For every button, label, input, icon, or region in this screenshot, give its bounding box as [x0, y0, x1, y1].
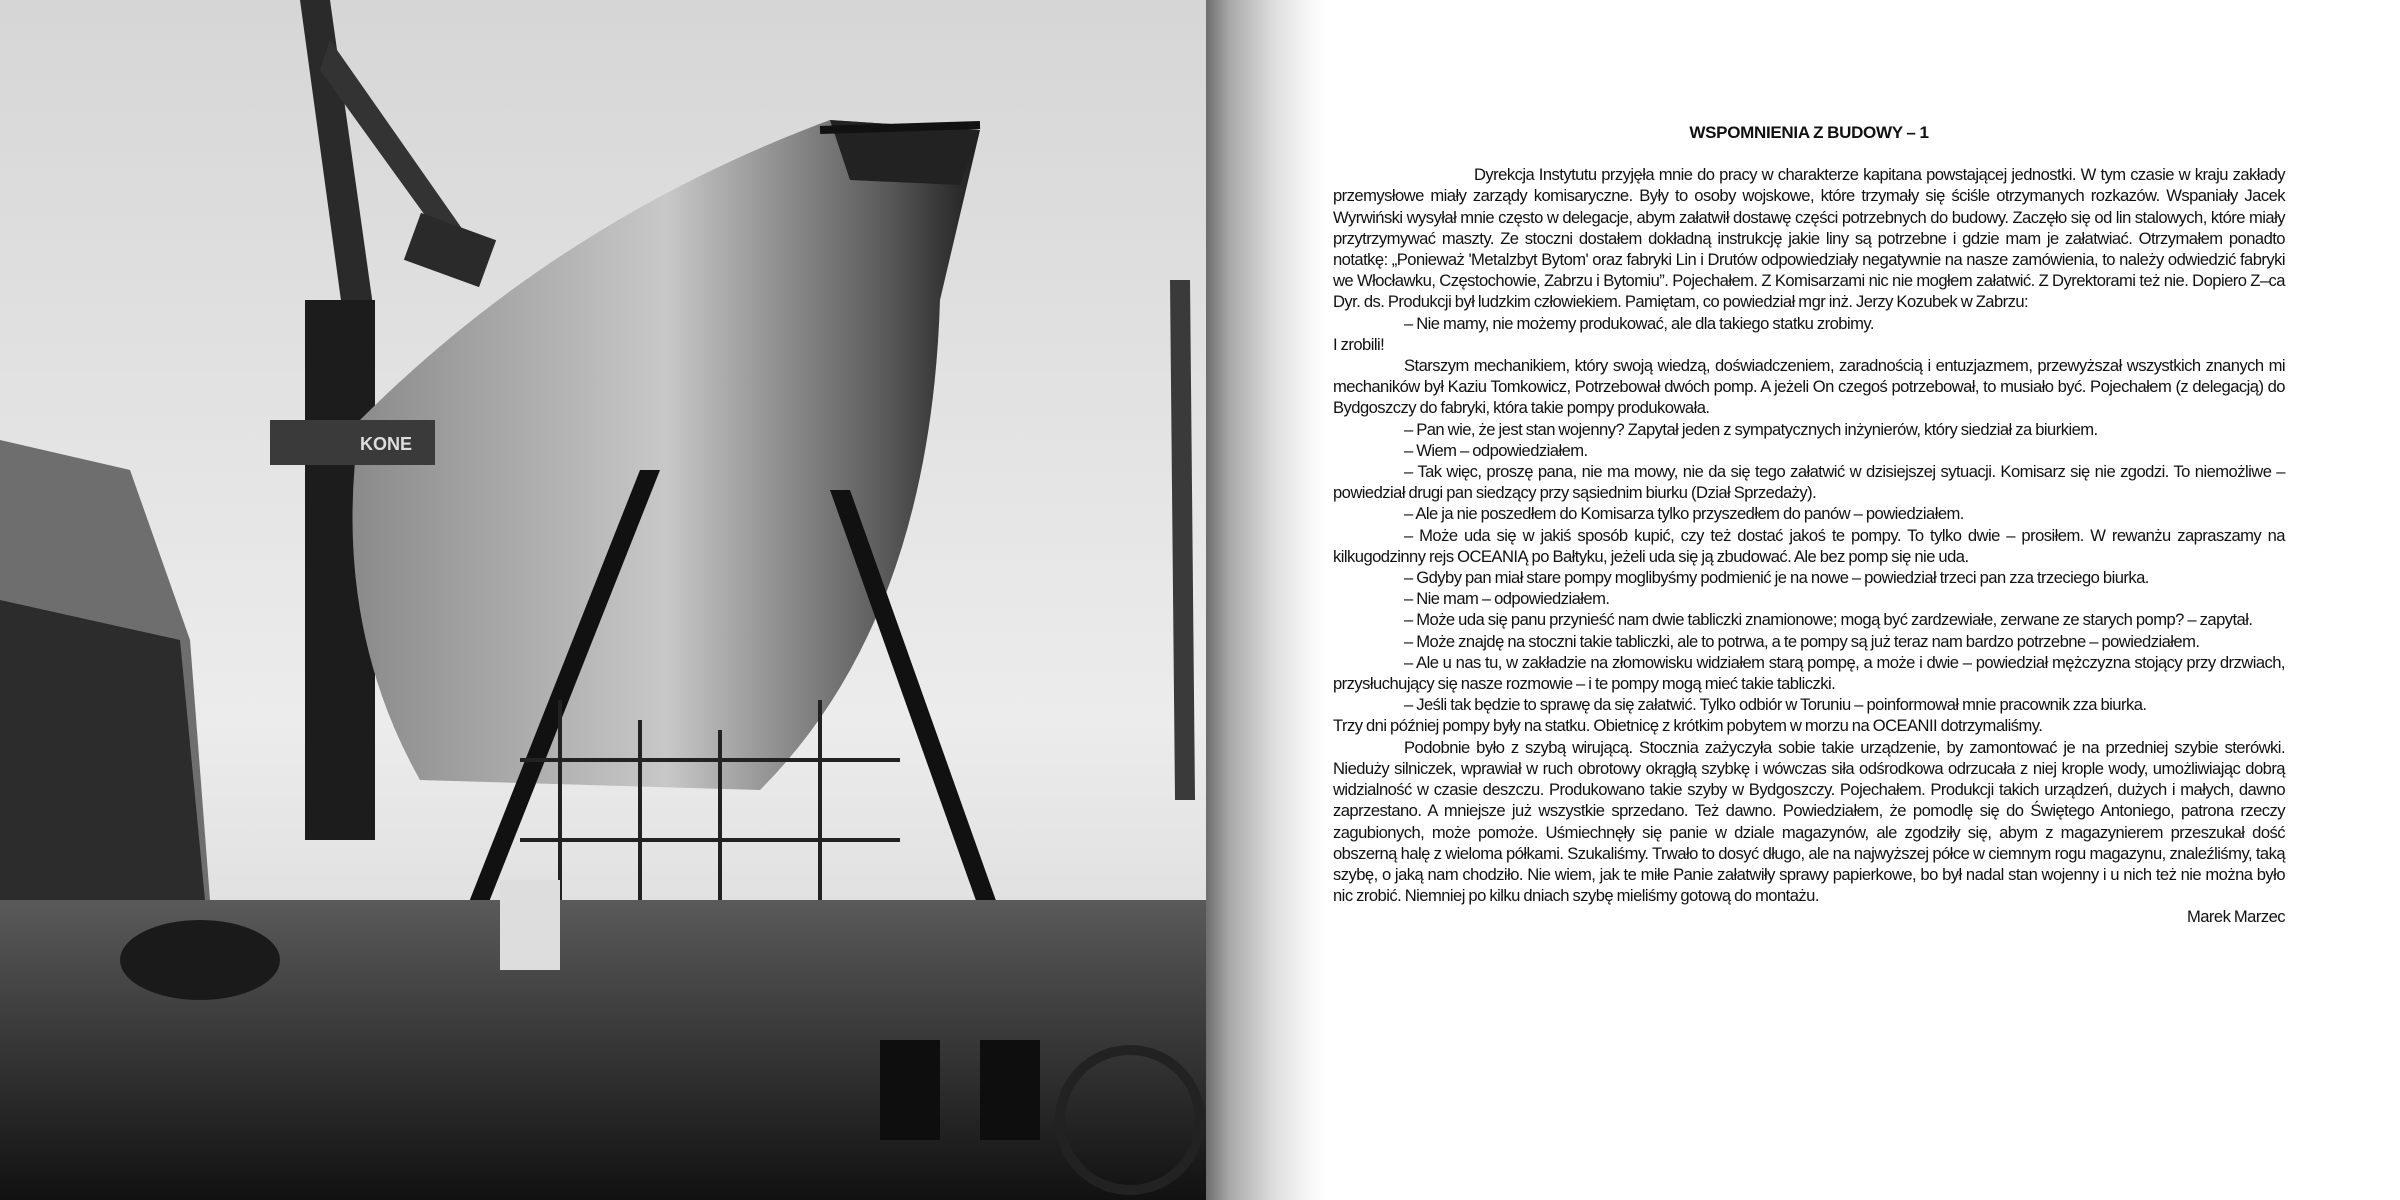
paragraph: – Jeśli tak będzie to sprawę da się załatwić. Tylko odbiór w Toruniu – poinformował mnie pracownik zza biurka. [1404, 695, 2147, 715]
paragraph: – Pan wie, że jest stan wojenny? Zapytał jeden z sympatycznych inżynierów, który siedział za biurkiem. [1404, 419, 2098, 439]
paragraph: – Wiem – odpowiedziałem. [1404, 440, 1588, 460]
paragraph: – Ale u nas tu, w zakładzie na złomowisku widziałem starą pompę, a może i dwie – powiedział mężczyzna stojący przy drzwiach, przysłuchujący się nasze rozmowie – i te pompy mogą mieć takie tabliczki. [1333, 652, 2285, 694]
crane-label: KONE [360, 434, 413, 454]
paragraph: – Może uda się w jakiś sposób kupić, czy też dostać jakoś te pompy. To tylko dwie – prosiłem. W rewanżu zapraszamy na kilkugodzinny rejs OCEANIĄ po Bałtyku, jeżeli uda się ją zbudować. Ale bez pomp się nie uda. [1333, 525, 2285, 566]
paragraph: – Ale ja nie poszedłem do Komisarza tylko przyszedłem do panów – powiedziałem. [1404, 504, 1964, 524]
author-signature: Marek Marzec [2186, 907, 2285, 927]
paragraph: Podobnie było z szybą wirującą. Stocznia zażyczyła sobie takie urządzenie, by zamontować je na przedniej szybie sterówki. Nieduży silniczek, wprawiał w ruch obrotowy okrągłą szybkę i wówczas siła odśrodkowa odrzucała z niej krople wody, umożliwiając dobrą widzialność w czasie deszczu. Produkowano takie szyby w Bydgoszczy. Pojechałem. Produkcji takich urządzeń, dużych i małych, dawno zaprzestano. A mniejsze już wszystkie sprzedano. Też dawno. Powiedziałem, że pomodlę się do Świętego Antoniego, patrona rzeczy zagubionych, może pomoże. Uśmiechnęły się panie w dziale magazynów, ale zgodziły się, abym z magazynierem przeszukał dość obszerną halę z wieloma półkami. Szukaliśmy. Trwało to dosyć długo, ale na najwyższej półce w ciemnym rogu magazynu, znaleźliśmy, taką szybę, o jaką nam chodziło. Nie wiem, jak te miłe Panie załatwiły sprawy papierkowe, bo był nadal stan wojenny i u nich też nie można było nic zrobić. Niemniej po kilku dniach szybę mieliśmy gotową do montażu. [1333, 737, 2285, 906]
paragraph: – Może uda się panu przynieść nam dwie tabliczki znamionowe; mogą być zardzewiałe, zerwane ze starych pomp? – zapytał. [1404, 610, 2253, 630]
paragraph: Trzy dni później pompy były na statku. Obietnicę z krótkim pobytem w morzu na OCEANII dotrzymaliśmy. [1333, 716, 2043, 736]
paragraph: Dyrekcja Instytutu przyjęła mnie do pracy w charakterze kapitana powstającej jednostki. W tym czasie w kraju zakłady przemysłowe miały zarządy komisaryczne. Były to osoby wojskowe, które trzymały się ściśle otrzymanych rozkazów. Wspaniały Jacek Wyrwiński wysyłał mnie często w delegacje, abym załatwił dostawę części potrzebnych do budowy. Zaczęło się od lin stalowych, które miały przytrzymywać maszty. Ze stoczni dostałem dokładną instrukcję jakie liny są potrzebne i gdzie mam je załatwiać. Otrzymałem ponadto notatkę: „Ponieważ 'Metalzbyt Bytom' oraz fabryki Lin i Drutów odpowiedziały negatywnie na nasze zamówienia, to należy odwiedzić fabryki we Włocławku, Częstochowie, Zabrzu i Bytomiu”. Pojechałem. Z Komisarzami nic nie mogłem załatwić. Z Dyrektorami też nie. Dopiero Z–ca Dyr. ds. Produkcji był ludzkim człowiekiem. Pamiętam, co powiedział mgr inż. Jerzy Kozubek w Zabrzu: [1333, 165, 2285, 312]
paragraph: – Nie mamy, nie możemy produkować, ale dla takiego statku zrobimy. [1404, 313, 1874, 333]
article-title: WSPOMNIENIA Z BUDOWY – 1 [1689, 123, 1929, 142]
paragraph: – Tak więc, proszę pana, nie ma mowy, nie da się tego załatwić w dzisiejszej sytuacji. Komisarz się nie zgodzi. To niemożliwe – powiedział drugi pan siedzący przy sąsiednim biurku (Dział Sprzedaży). [1333, 462, 2285, 503]
paragraph: – Gdyby pan miał stare pompy moglibyśmy podmienić je na nowe – powiedział trzeci pan zza trzeciego biurka. [1404, 568, 2149, 588]
article-page [1333, 122, 2285, 928]
paragraph: I zrobili! [1333, 334, 1385, 354]
article-body [1333, 164, 2285, 906]
paragraph: – Nie mam – odpowiedziałem. [1404, 589, 1610, 609]
paragraph: – Może znajdę na stoczni takie tabliczki, ale to potrwa, a te pompy są już teraz nam bardzo potrzebne – powiedziałem. [1404, 631, 2200, 651]
paragraph: Starszym mechanikiem, który swoją wiedzą, doświadczeniem, zaradnością i entuzjazmem, przewyższał wszystkich znanych mi mechaników był Kaziu Tomkowicz, Potrzebował dwóch pomp. A jeżeli On czegoś potrzebował, to musiało być. Pojechałem (z delegacją) do Bydgoszczy do fabryki, która takie pompy produkowała. [1333, 356, 2285, 418]
page-gutter-shadow [1206, 0, 1326, 1200]
